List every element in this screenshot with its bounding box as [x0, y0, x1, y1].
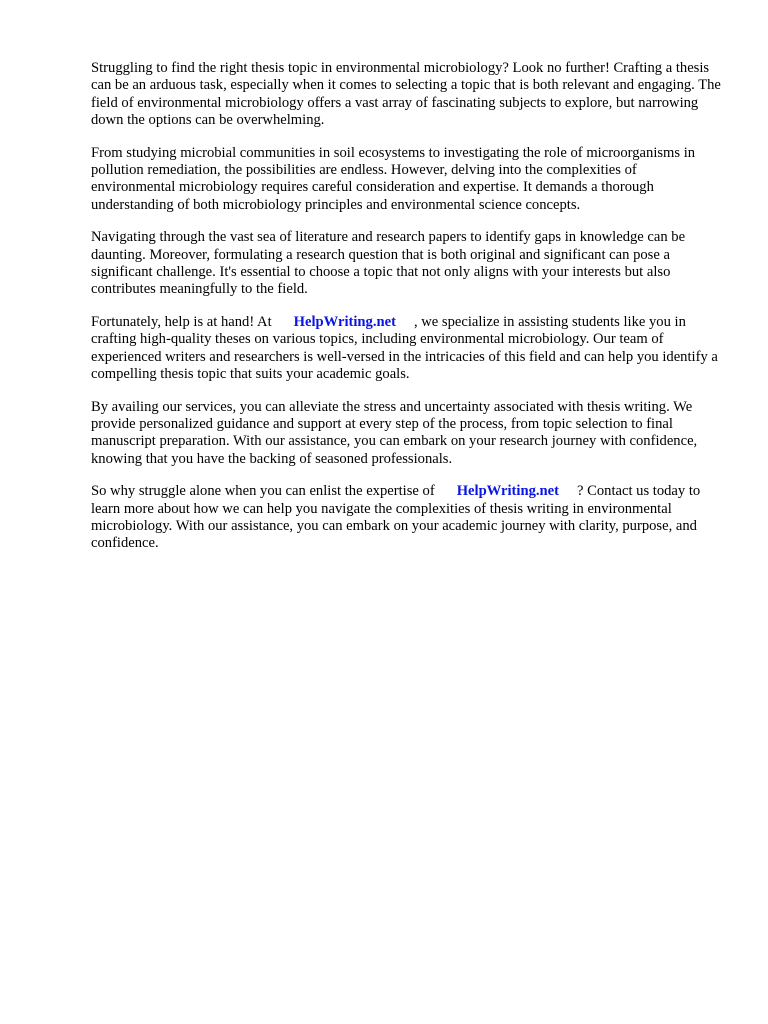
paragraph-text: ? Contact us today to learn more about how we can help you navigate the complexities of thesis writing in environmental microbiology. With our assistance, you can embark on your academic journey with clarity, purpose, and confidence. — [91, 483, 701, 552]
document-body — [91, 60, 723, 568]
paragraph-text: , we specialize in assisting students like you in crafting high-quality theses on various topics, including environmental microbiology. Our team of experienced writers and researchers is well-versed in the intricacies of this field and can help you identify a compelling thesis topic that suits your academic goals. — [91, 313, 718, 383]
paragraph-text: So why struggle alone when you can enlist the expertise of — [91, 483, 435, 500]
paragraph-services: By availing our services, you can alleviate the stress and uncertainty associated with thesis writing. We provide personalized guidance and support at every step of the process, from topic selection to final manuscript preparation. With our assistance, you can embark on your research journey with confidence, knowing that you have the backing of seasoned professionals. — [91, 398, 698, 467]
paragraph-intro: Struggling to find the right thesis topic in environmental microbiology? Look no further! Crafting a thesis can be an arduous task, especially when it comes to selecting a topic that is both relevant and engaging. The field of environmental microbiology offers a vast array of fascinating subjects to explore, but narrowing down the options can be overwhelming. — [91, 60, 721, 129]
paragraph-contact — [91, 483, 723, 553]
helpwriting-link[interactable]: HelpWriting.net — [293, 313, 396, 330]
helpwriting-link[interactable]: HelpWriting.net — [456, 483, 559, 500]
paragraph-microbial-communities: From studying microbial communities in soil ecosystems to investigating the role of microorganisms in pollution remediation, the possibilities are endless. However, delving into the complexities of environmental microbiology requires careful consideration and expertise. It demands a thorough understanding of both microbiology principles and environmental science concepts. — [91, 144, 696, 213]
paragraph-text: Fortunately, help is at hand! At — [91, 313, 272, 330]
paragraph-literature: Navigating through the vast sea of literature and research papers to identify gaps in knowledge can be daunting. Moreover, formulating a research question that is both original and significant can pose a significant challenge. It's essential to choose a topic that not only aligns with your interests but also contributes meaningfully to the field. — [91, 229, 686, 298]
paragraph-help-at-hand — [91, 314, 723, 384]
